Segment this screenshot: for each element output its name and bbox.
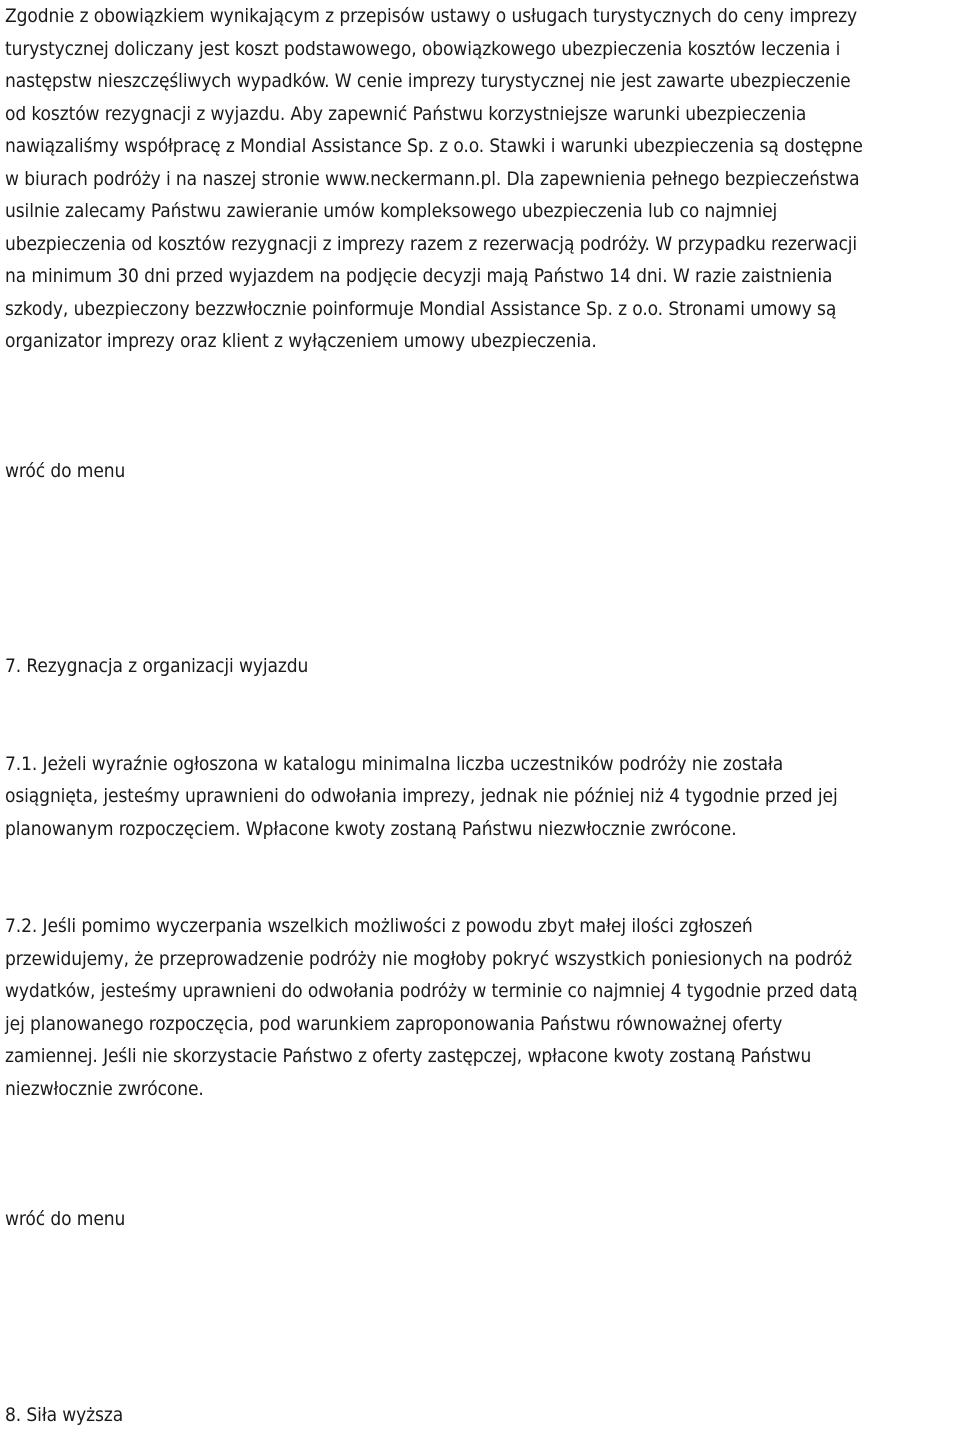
back-to-menu-link[interactable]: wróć do menu bbox=[5, 1208, 126, 1230]
paragraph-line: turystycznej doliczany jest koszt podstawowego, obowiązkowego ubezpieczenia kosztów leczenia i bbox=[5, 37, 841, 60]
paragraph-line: planowanym rozpoczęciem. Wpłacone kwoty zostaną Państwu niezwłocznie zwrócone. bbox=[5, 817, 737, 840]
insurance-paragraph bbox=[5, 0, 960, 358]
paragraph-line: niezwłocznie zwrócone. bbox=[5, 1077, 204, 1100]
paragraph-line: 7.2. Jeśli pomimo wyczerpania wszelkich możliwości z powodu zbyt małej ilości zgłoszeń bbox=[5, 915, 753, 937]
paragraph-line: zamiennej. Jeśli nie skorzystacie Państwo z oferty zastępczej, wpłacone kwoty zostaną Państwu bbox=[5, 1045, 812, 1067]
point-7-1-paragraph bbox=[5, 748, 960, 846]
paragraph-line: nawiązaliśmy współpracę z Mondial Assistance Sp. z o.o. Stawki i warunki ubezpieczenia są dostępne bbox=[5, 135, 863, 157]
paragraph-line: ubezpieczenia od kosztów rezygnacji z imprezy razem z rezerwacją podróży. W przypadku rezerwacji bbox=[5, 232, 858, 255]
point-7-2-paragraph bbox=[5, 910, 960, 1105]
paragraph-line: organizator imprezy oraz klient z wyłączeniem umowy ubezpieczenia. bbox=[5, 330, 597, 352]
paragraph-line: następstw nieszczęśliwych wypadków. W cenie imprezy turystycznej nie jest zawarte ubezpieczenie bbox=[5, 70, 851, 92]
spacer bbox=[5, 1236, 960, 1399]
paragraph-line: 7.1. Jeżeli wyraźnie ogłoszona w katalogu minimalna liczba uczestników podróży nie została bbox=[5, 752, 784, 775]
spacer bbox=[5, 683, 960, 748]
paragraph-line: na minimum 30 dni przed wyjazdem na podjęcie decyzji mają Państwo 14 dni. W razie zaistnienia bbox=[5, 265, 833, 287]
section-7-heading: 7. Rezygnacja z organizacji wyjazdu bbox=[5, 655, 309, 677]
paragraph-line: Zgodnie z obowiązkiem wynikającym z przepisów ustawy o usługach turystycznych do ceny imprezy bbox=[5, 5, 857, 27]
spacer bbox=[5, 358, 960, 455]
paragraph-line: usilnie zalecamy Państwu zawieranie umów kompleksowego ubezpieczenia lub co najmniej bbox=[5, 200, 778, 222]
paragraph-line: wydatków, jesteśmy uprawnieni do odwołania podróży w terminie co najmniej 4 tygodnie przed datą bbox=[5, 980, 858, 1002]
paragraph-line: od kosztów rezygnacji z wyjazdu. Aby zapewnić Państwu korzystniejsze warunki ubezpieczenia bbox=[5, 102, 807, 125]
back-to-menu-link[interactable]: wróć do menu bbox=[5, 459, 126, 482]
paragraph-line: szkody, ubezpieczony bezzwłocznie poinformuje Mondial Assistance Sp. z o.o. Stronami umowy są bbox=[5, 297, 837, 320]
section-8-heading: 8. Siła wyższa bbox=[5, 1403, 124, 1426]
spacer bbox=[5, 487, 960, 650]
document-body bbox=[5, 0, 960, 1431]
paragraph-line: osiągnięta, jesteśmy uprawnieni do odwołania imprezy, jednak nie później niż 4 tygodnie przed jej bbox=[5, 785, 838, 807]
spacer bbox=[5, 1105, 960, 1203]
spacer bbox=[5, 845, 960, 910]
paragraph-line: jej planowanego rozpoczęcia, pod warunkiem zaproponowania Państwu równoważnej oferty bbox=[5, 1012, 783, 1035]
paragraph-line: przewidujemy, że przeprowadzenie podróży nie mogłoby pokryć wszystkich poniesionych na podróż bbox=[5, 947, 852, 970]
paragraph-line: w biurach podróży i na naszej stronie www.neckermann.pl. Dla zapewnienia pełnego bezpieczeństwa bbox=[5, 167, 860, 190]
